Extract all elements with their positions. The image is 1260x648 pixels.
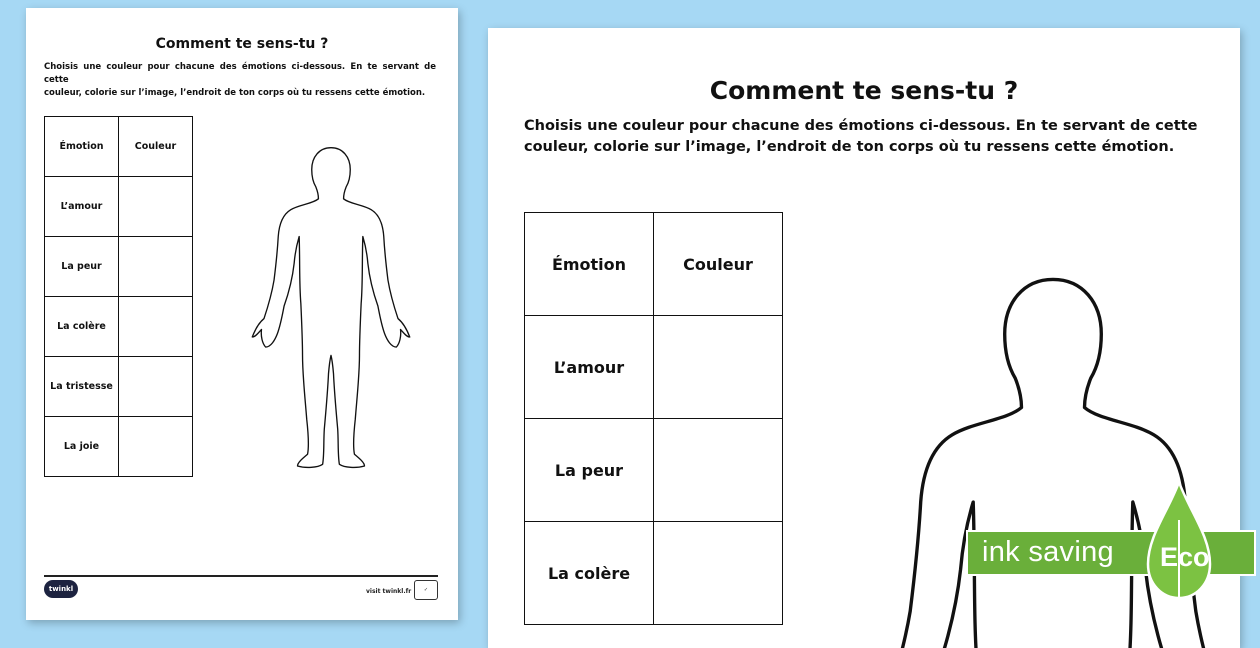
instruction-line-1: Choisis une couleur pour chacune des émotions ci-dessous. En te servant de cette [524, 118, 1198, 134]
table-row [525, 522, 783, 625]
emotion-cell: La peur [525, 419, 654, 522]
worksheet-instructions [44, 61, 436, 100]
ink-saving-label: ink saving [982, 536, 1114, 568]
table-row [45, 417, 193, 477]
quality-badge-icon: ✓ [414, 580, 438, 600]
table-header-row [525, 213, 783, 316]
instruction-line-1: Choisis une couleur pour chacune des émotions ci-dessous. En te servant de cette [44, 62, 436, 85]
emotion-cell: La colère [525, 522, 654, 625]
instruction-line-2: couleur, colorie sur l’image, l’endroit de ton corps où tu ressens cette émotion. [44, 88, 426, 98]
header-color: Couleur [119, 117, 193, 177]
emotion-cell: La peur [45, 237, 119, 297]
color-cell [119, 237, 193, 297]
color-cell [119, 357, 193, 417]
emotion-cell: La tristesse [45, 357, 119, 417]
header-color: Couleur [654, 213, 783, 316]
color-cell [119, 177, 193, 237]
color-cell [654, 316, 783, 419]
emotion-cell: L’amour [45, 177, 119, 237]
emotion-cell: L’amour [525, 316, 654, 419]
emotion-table [44, 116, 193, 477]
color-cell [654, 522, 783, 625]
table-row [45, 357, 193, 417]
emotion-cell: La joie [45, 417, 119, 477]
header-emotion: Émotion [525, 213, 654, 316]
table-row [525, 316, 783, 419]
emotion-table [524, 212, 783, 625]
table-row [45, 297, 193, 357]
color-cell [654, 419, 783, 522]
color-cell [119, 417, 193, 477]
body-outline-icon [226, 136, 436, 471]
worksheet-instructions [524, 116, 1206, 158]
twinkl-logo: twinkl [44, 580, 78, 598]
table-row [525, 419, 783, 522]
table-row [45, 237, 193, 297]
footer-divider [44, 575, 438, 577]
instruction-line-2: couleur, colorie sur l’image, l’endroit de ton corps où tu ressens cette émotion. [524, 139, 1175, 155]
emotion-cell: La colère [45, 297, 119, 357]
worksheet-title: Comment te sens-tu ? [155, 36, 329, 52]
ink-saving-eco-badge [964, 480, 1260, 630]
visit-link-text: visit twinkl.fr [366, 588, 412, 595]
color-cell [119, 297, 193, 357]
header-emotion: Émotion [45, 117, 119, 177]
table-row [45, 177, 193, 237]
table-header-row [45, 117, 193, 177]
worksheet-title: Comment te sens-tu ? [709, 76, 1019, 105]
eco-label: Eco [1160, 542, 1210, 572]
worksheet-preview-small [26, 8, 458, 620]
